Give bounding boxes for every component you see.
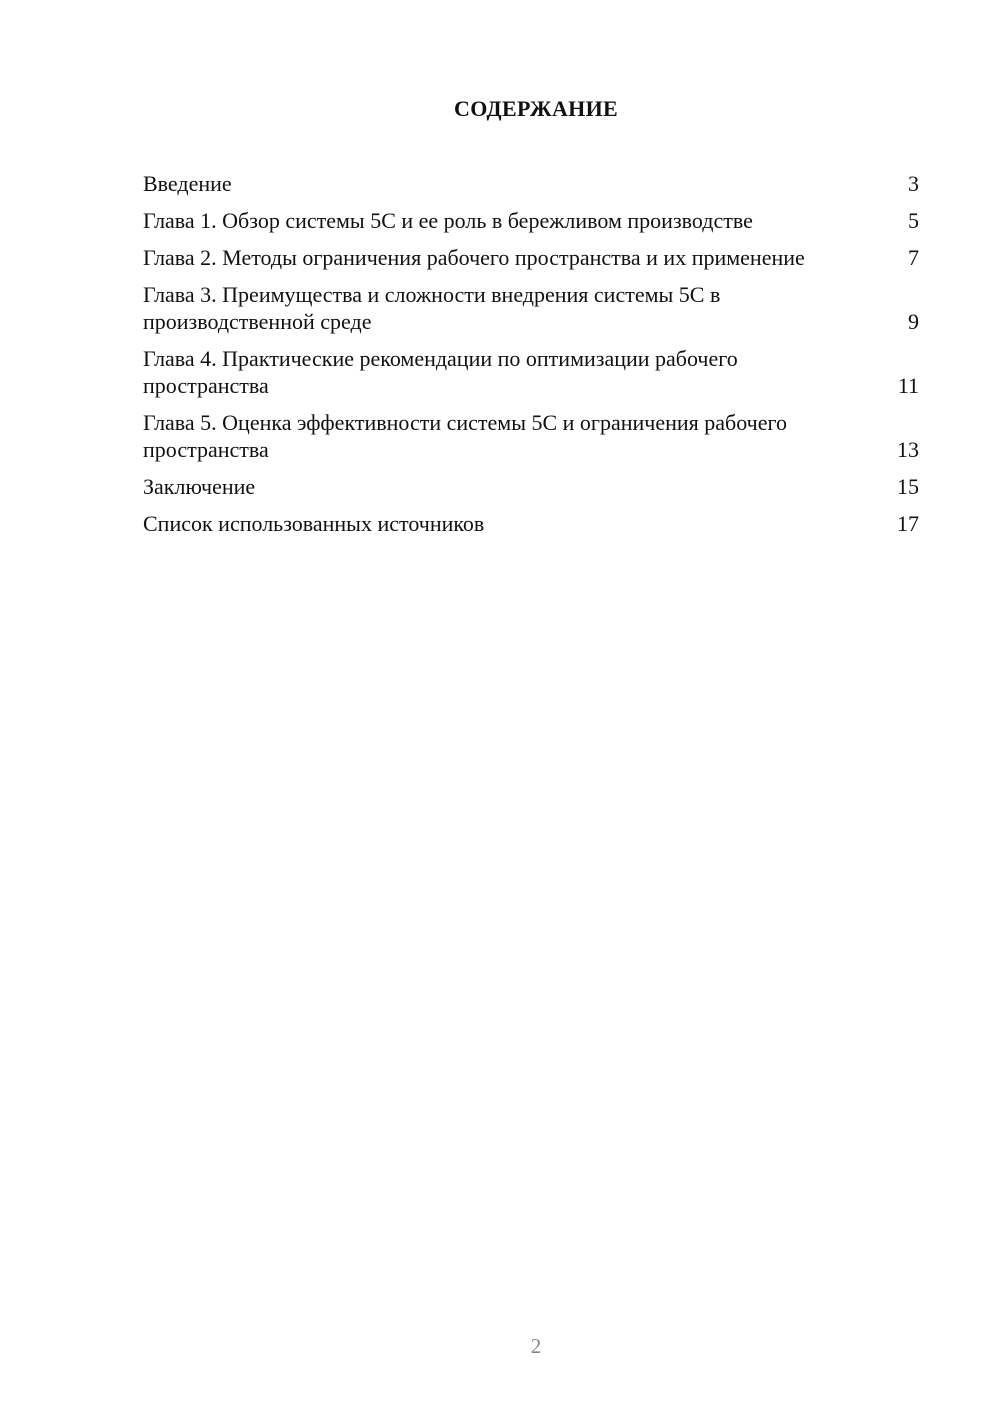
toc-entry-text: Глава 3. Преимущества и сложности внедрения системы 5С в производственной среде — [143, 282, 721, 334]
toc-entry-conclusion — [143, 473, 919, 500]
toc-entry-page: 5 — [908, 208, 919, 233]
toc-entry-text: Глава 1. Обзор системы 5С и ее роль в бережливом производстве — [143, 208, 753, 233]
toc-entry-chapter-2 — [143, 244, 919, 271]
toc-entry-text: Заключение — [143, 474, 256, 499]
toc-entry-references — [143, 510, 919, 537]
toc-entry-page: 17 — [897, 511, 919, 536]
table-of-contents — [143, 170, 919, 547]
toc-entry-text: Введение — [143, 171, 232, 196]
toc-entry-page: 13 — [897, 437, 919, 462]
toc-entry-page: 7 — [908, 245, 919, 270]
toc-entry-page: 15 — [897, 474, 919, 499]
toc-entry-text: Глава 5. Оценка эффективности системы 5С и ограничения рабочего пространства — [143, 410, 787, 462]
toc-title: СОДЕРЖАНИЕ — [454, 96, 618, 121]
toc-entry-page: 3 — [908, 171, 919, 196]
page-number: 2 — [530, 1334, 542, 1358]
toc-entry-chapter-1 — [143, 207, 919, 234]
toc-entry-page: 9 — [908, 309, 919, 334]
toc-entry-chapter-4 — [143, 345, 919, 399]
toc-entry-text: Глава 4. Практические рекомендации по оптимизации рабочего пространства — [143, 346, 738, 398]
toc-entry-text: Список использованных источников — [143, 511, 485, 536]
toc-entry-page: 11 — [897, 373, 919, 398]
toc-entry-chapter-3 — [143, 281, 919, 335]
toc-entry-introduction — [143, 170, 919, 197]
toc-entry-chapter-5 — [143, 409, 919, 463]
toc-entry-text: Глава 2. Методы ограничения рабочего пространства и их применение — [143, 245, 805, 270]
